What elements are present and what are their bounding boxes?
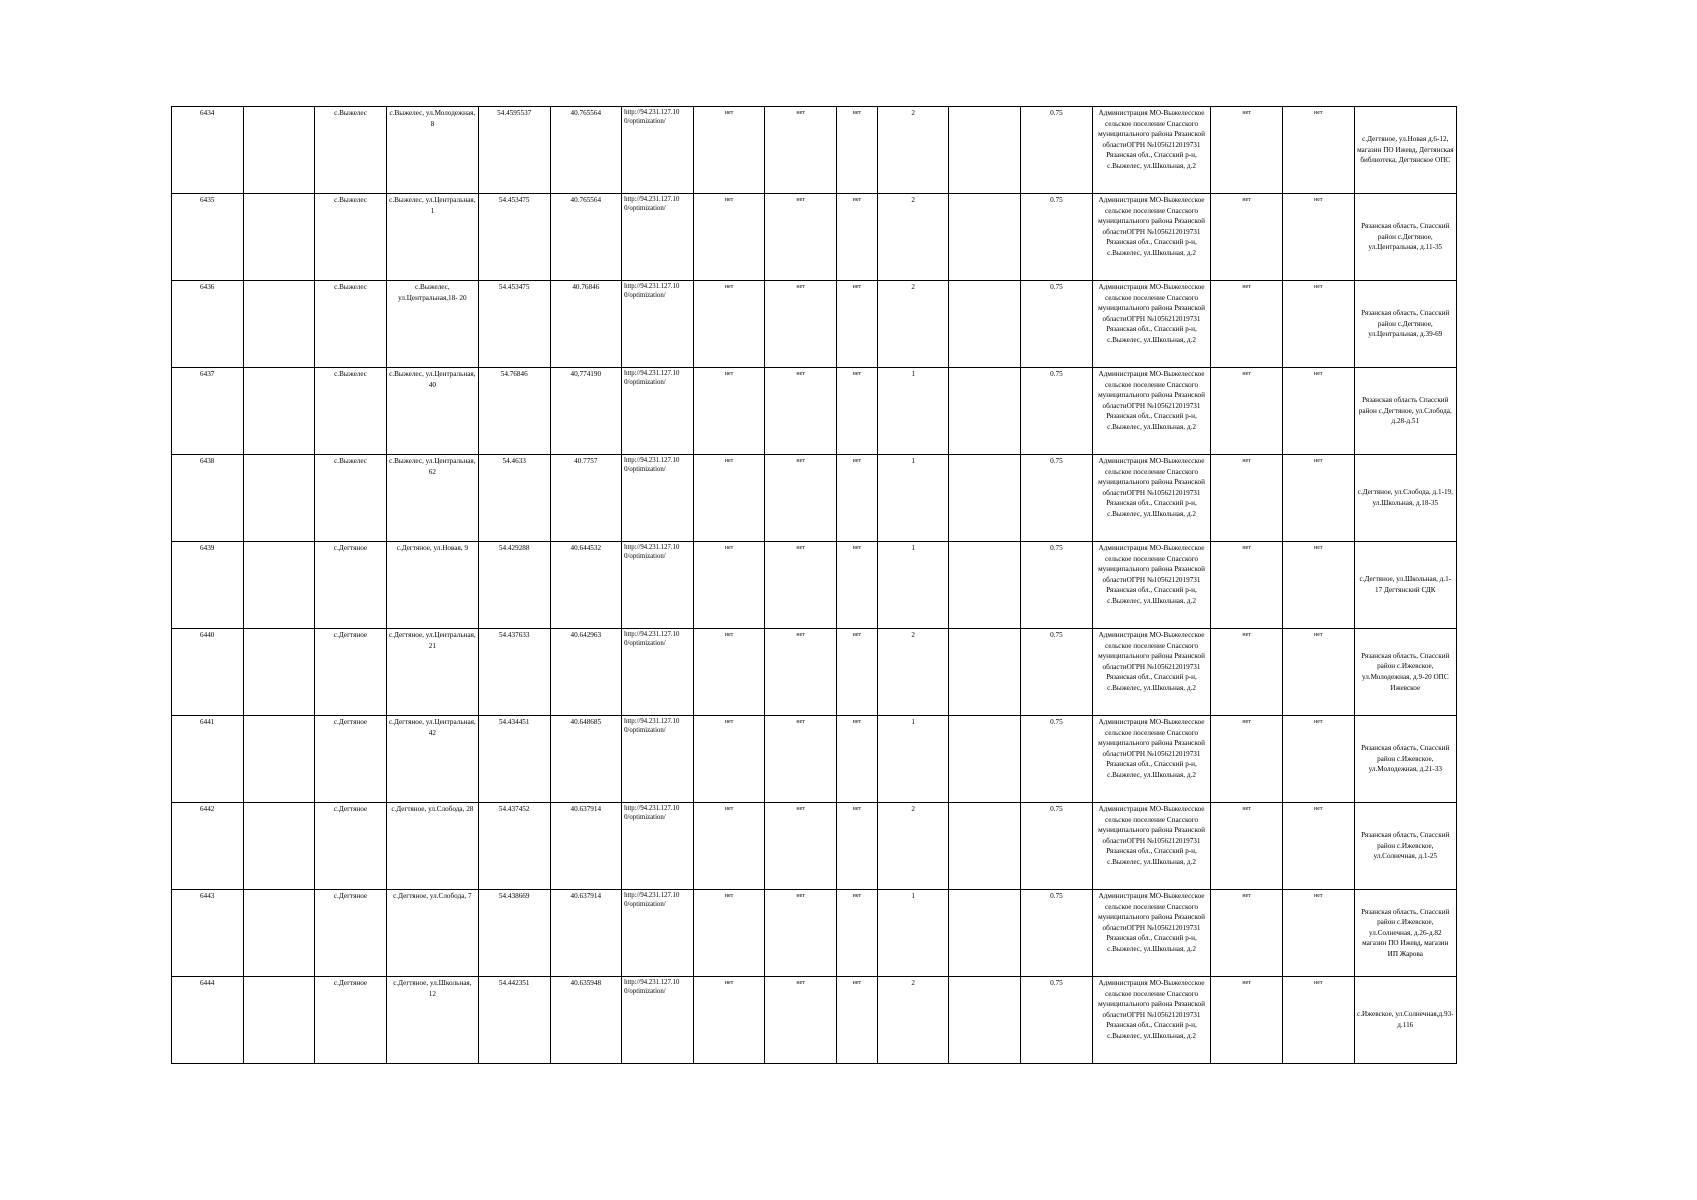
table-row	[172, 281, 1457, 368]
cell-blank-1	[243, 629, 315, 716]
cell-sources: Рязанская область Спасский район с.Дегтяное, ул.Слобода, д.28-д.51	[1354, 368, 1456, 455]
cell-volume: 0.75	[1021, 716, 1093, 803]
cell-flag-4: нет	[1211, 194, 1283, 281]
cell-blank-2	[949, 890, 1021, 977]
cell-settlement: с.Дегтяное	[315, 890, 387, 977]
cell-url: http://94.231.127.10 0/optimization/	[622, 716, 694, 803]
cell-blank-2	[949, 716, 1021, 803]
cell-volume: 0.75	[1021, 368, 1093, 455]
cell-count: 1	[877, 890, 949, 977]
cell-flag-3: нет	[836, 194, 877, 281]
cell-url: http://94.231.127.10 0/optimization/	[622, 281, 694, 368]
cell-address: с.Дегтяное, ул.Школьная, 12	[386, 977, 478, 1064]
cell-id: 6438	[172, 455, 244, 542]
data-table	[171, 106, 1457, 1064]
cell-blank-2	[949, 194, 1021, 281]
cell-flag-3: нет	[836, 281, 877, 368]
cell-flag-2: нет	[765, 629, 837, 716]
cell-address: с.Выжелес, ул.Центральная, 1	[386, 194, 478, 281]
cell-count: 2	[877, 194, 949, 281]
cell-volume: 0.75	[1021, 542, 1093, 629]
table-row	[172, 542, 1457, 629]
cell-flag-3: нет	[836, 542, 877, 629]
cell-flag-5: нет	[1282, 281, 1354, 368]
cell-blank-1	[243, 716, 315, 803]
cell-flag-3: нет	[836, 455, 877, 542]
cell-latitude: 54.437633	[478, 629, 550, 716]
cell-settlement: с.Дегтяное	[315, 803, 387, 890]
cell-id: 6440	[172, 629, 244, 716]
cell-count: 2	[877, 629, 949, 716]
table-row	[172, 803, 1457, 890]
cell-latitude: 54.4595537	[478, 107, 550, 194]
cell-longitude: 40.7757	[550, 455, 622, 542]
cell-count: 1	[877, 368, 949, 455]
cell-id: 6444	[172, 977, 244, 1064]
cell-flag-3: нет	[836, 803, 877, 890]
table-row	[172, 455, 1457, 542]
cell-owner: Администрация МО-Выжелесское сельское поселение Спасского муниципального района Рязанской областиОГРН №1056212019731 Рязанская обл., Спасский р-н, с.Выжелес, ул.Школьная, д.2	[1092, 803, 1211, 890]
cell-url: http://94.231.127.10 0/optimization/	[622, 977, 694, 1064]
cell-flag-2: нет	[765, 803, 837, 890]
cell-count: 2	[877, 803, 949, 890]
cell-url: http://94.231.127.10 0/optimization/	[622, 803, 694, 890]
cell-owner: Администрация МО-Выжелесское сельское поселение Спасского муниципального района Рязанской областиОГРН №1056212019731 Рязанская обл., Спасский р-н, с.Выжелес, ул.Школьная, д.2	[1092, 977, 1211, 1064]
cell-flag-5: нет	[1282, 977, 1354, 1064]
cell-blank-2	[949, 977, 1021, 1064]
cell-flag-4: нет	[1211, 542, 1283, 629]
cell-longitude: 40.644532	[550, 542, 622, 629]
cell-blank-2	[949, 455, 1021, 542]
cell-latitude: 54.438669	[478, 890, 550, 977]
cell-flag-5: нет	[1282, 107, 1354, 194]
cell-longitude: 40.635948	[550, 977, 622, 1064]
cell-count: 1	[877, 716, 949, 803]
cell-flag-5: нет	[1282, 803, 1354, 890]
cell-id: 6436	[172, 281, 244, 368]
cell-owner: Администрация МО-Выжелесское сельское поселение Спасского муниципального района Рязанской областиОГРН №1056212019731 Рязанская обл., Спасский р-н, с.Выжелес, ул.Школьная, д.2	[1092, 716, 1211, 803]
cell-blank-2	[949, 281, 1021, 368]
cell-volume: 0.75	[1021, 194, 1093, 281]
cell-url: http://94.231.127.10 0/optimization/	[622, 368, 694, 455]
cell-sources: Рязанская область, Спасский район с.Ижевское, ул.Солнечная, д.26-д.82 магазин ПО Ижевд, магазин ИП Жарова	[1354, 890, 1456, 977]
cell-latitude: 54.429288	[478, 542, 550, 629]
cell-flag-1: нет	[693, 281, 765, 368]
cell-address: с.Дегтяное, ул.Слобода, 28	[386, 803, 478, 890]
cell-flag-1: нет	[693, 977, 765, 1064]
table-row	[172, 716, 1457, 803]
cell-flag-1: нет	[693, 107, 765, 194]
cell-flag-2: нет	[765, 281, 837, 368]
cell-latitude: 54.434451	[478, 716, 550, 803]
cell-settlement: с.Выжелес	[315, 455, 387, 542]
cell-blank-1	[243, 194, 315, 281]
cell-address: с.Выжелес, ул.Центральная,18- 20	[386, 281, 478, 368]
cell-settlement: с.Выжелес	[315, 107, 387, 194]
cell-address: с.Выжелес, ул.Центральная, 40	[386, 368, 478, 455]
cell-owner: Администрация МО-Выжелесское сельское поселение Спасского муниципального района Рязанской областиОГРН №1056212019731 Рязанская обл., Спасский р-н, с.Выжелес, ул.Школьная, д.2	[1092, 281, 1211, 368]
cell-id: 6434	[172, 107, 244, 194]
cell-url: http://94.231.127.10 0/optimization/	[622, 890, 694, 977]
cell-blank-2	[949, 368, 1021, 455]
cell-longitude: 40.765564	[550, 194, 622, 281]
cell-id: 6443	[172, 890, 244, 977]
cell-sources: с.Дегтяное, ул.Школьная, д.1-17 Дегтянский СДК	[1354, 542, 1456, 629]
cell-flag-1: нет	[693, 542, 765, 629]
cell-blank-1	[243, 368, 315, 455]
cell-flag-4: нет	[1211, 803, 1283, 890]
table-body	[172, 107, 1457, 1064]
cell-id: 6437	[172, 368, 244, 455]
cell-flag-4: нет	[1211, 455, 1283, 542]
cell-volume: 0.75	[1021, 281, 1093, 368]
cell-flag-2: нет	[765, 977, 837, 1064]
table-row	[172, 368, 1457, 455]
table-row	[172, 977, 1457, 1064]
cell-owner: Администрация МО-Выжелесское сельское поселение Спасского муниципального района Рязанской областиОГРН №1056212019731 Рязанская обл., Спасский р-н, с.Выжелес, ул.Школьная, д.2	[1092, 455, 1211, 542]
cell-settlement: с.Дегтяное	[315, 716, 387, 803]
cell-blank-1	[243, 455, 315, 542]
cell-longitude: 40.637914	[550, 890, 622, 977]
cell-flag-1: нет	[693, 455, 765, 542]
cell-latitude: 54.442351	[478, 977, 550, 1064]
cell-url: http://94.231.127.10 0/optimization/	[622, 629, 694, 716]
cell-longitude: 40.648685	[550, 716, 622, 803]
cell-count: 2	[877, 977, 949, 1064]
cell-owner: Администрация МО-Выжелесское сельское поселение Спасского муниципального района Рязанской областиОГРН №1056212019731 Рязанская обл., Спасский р-н, с.Выжелес, ул.Школьная, д.2	[1092, 629, 1211, 716]
cell-latitude: 54.453475	[478, 281, 550, 368]
cell-flag-5: нет	[1282, 368, 1354, 455]
cell-flag-1: нет	[693, 716, 765, 803]
cell-flag-5: нет	[1282, 716, 1354, 803]
cell-longitude: 40.642963	[550, 629, 622, 716]
cell-sources: с.Дегтяное, ул.Слобода, д.1-19, ул.Школьная, д.18-35	[1354, 455, 1456, 542]
cell-flag-5: нет	[1282, 542, 1354, 629]
cell-blank-1	[243, 542, 315, 629]
cell-settlement: с.Дегтяное	[315, 977, 387, 1064]
cell-blank-2	[949, 542, 1021, 629]
cell-volume: 0.75	[1021, 803, 1093, 890]
table-row	[172, 194, 1457, 281]
cell-volume: 0.75	[1021, 107, 1093, 194]
cell-owner: Администрация МО-Выжелесское сельское поселение Спасского муниципального района Рязанской областиОГРН №1056212019731 Рязанская обл., Спасский р-н, с.Выжелес, ул.Школьная, д.2	[1092, 542, 1211, 629]
cell-address: с.Дегтяное, ул.Слобода, 7	[386, 890, 478, 977]
cell-latitude: 54.453475	[478, 194, 550, 281]
cell-blank-1	[243, 890, 315, 977]
cell-blank-2	[949, 803, 1021, 890]
cell-flag-4: нет	[1211, 368, 1283, 455]
cell-flag-2: нет	[765, 107, 837, 194]
cell-sources: Рязанская область, Спасский район с.Ижевское, ул.Солнечная, д.1-25	[1354, 803, 1456, 890]
cell-flag-3: нет	[836, 977, 877, 1064]
cell-url: http://94.231.127.10 0/optimization/	[622, 455, 694, 542]
cell-flag-2: нет	[765, 716, 837, 803]
cell-count: 1	[877, 542, 949, 629]
cell-count: 2	[877, 281, 949, 368]
cell-volume: 0.75	[1021, 890, 1093, 977]
cell-flag-5: нет	[1282, 629, 1354, 716]
cell-owner: Администрация МО-Выжелесское сельское поселение Спасского муниципального района Рязанской областиОГРН №1056212019731 Рязанская обл., Спасский р-н, с.Выжелес, ул.Школьная, д.2	[1092, 368, 1211, 455]
cell-latitude: 54.437452	[478, 803, 550, 890]
cell-address: с.Выжелес, ул.Молодежная, 8	[386, 107, 478, 194]
cell-count: 1	[877, 455, 949, 542]
cell-flag-4: нет	[1211, 716, 1283, 803]
cell-id: 6441	[172, 716, 244, 803]
cell-settlement: с.Дегтяное	[315, 542, 387, 629]
cell-settlement: с.Дегтяное	[315, 629, 387, 716]
cell-flag-4: нет	[1211, 281, 1283, 368]
cell-owner: Администрация МО-Выжелесское сельское поселение Спасского муниципального района Рязанской областиОГРН №1056212019731 Рязанская обл., Спасский р-н, с.Выжелес, ул.Школьная, д.2	[1092, 194, 1211, 281]
cell-flag-2: нет	[765, 890, 837, 977]
cell-volume: 0.75	[1021, 977, 1093, 1064]
cell-flag-2: нет	[765, 368, 837, 455]
cell-flag-3: нет	[836, 107, 877, 194]
table-row	[172, 107, 1457, 194]
cell-longitude: 40.637914	[550, 803, 622, 890]
cell-blank-1	[243, 803, 315, 890]
cell-flag-4: нет	[1211, 107, 1283, 194]
cell-volume: 0.75	[1021, 629, 1093, 716]
cell-address: с.Дегтяное, ул.Центральная, 42	[386, 716, 478, 803]
cell-sources: Рязанская область, Спасский район с.Дегтяное, ул.Центральная, д.11-35	[1354, 194, 1456, 281]
cell-url: http://94.231.127.10 0/optimization/	[622, 542, 694, 629]
cell-flag-1: нет	[693, 629, 765, 716]
cell-flag-4: нет	[1211, 977, 1283, 1064]
cell-blank-1	[243, 281, 315, 368]
cell-flag-4: нет	[1211, 629, 1283, 716]
table-row	[172, 890, 1457, 977]
cell-flag-1: нет	[693, 803, 765, 890]
cell-id: 6439	[172, 542, 244, 629]
cell-sources: Рязанская область, Спасский район с.Дегтяное, ул.Центральная, д.39-69	[1354, 281, 1456, 368]
cell-flag-5: нет	[1282, 194, 1354, 281]
cell-url: http://94.231.127.10 0/optimization/	[622, 194, 694, 281]
cell-url: http://94.231.127.10 0/optimization/	[622, 107, 694, 194]
cell-id: 6442	[172, 803, 244, 890]
cell-owner: Администрация МО-Выжелесское сельское поселение Спасского муниципального района Рязанской областиОГРН №1056212019731 Рязанская обл., Спасский р-н, с.Выжелес, ул.Школьная, д.2	[1092, 890, 1211, 977]
cell-sources: Рязанская область, Спасский район с.Ижевское, ул.Молодежная, д.9-20 ОПС Ижевское	[1354, 629, 1456, 716]
cell-flag-3: нет	[836, 716, 877, 803]
cell-longitude: 40,774190	[550, 368, 622, 455]
cell-flag-5: нет	[1282, 455, 1354, 542]
cell-latitude: 54.76846	[478, 368, 550, 455]
cell-flag-2: нет	[765, 455, 837, 542]
cell-settlement: с.Выжелес	[315, 281, 387, 368]
cell-flag-1: нет	[693, 194, 765, 281]
cell-flag-1: нет	[693, 890, 765, 977]
cell-sources: с.Дегтяное, ул.Новая д.6-12, магазин ПО Ижевд, Дегтянская библиотека, Дегтянское ОПС	[1354, 107, 1456, 194]
cell-latitude: 54.4633	[478, 455, 550, 542]
cell-flag-1: нет	[693, 368, 765, 455]
cell-flag-3: нет	[836, 629, 877, 716]
cell-blank-1	[243, 107, 315, 194]
cell-address: с.Дегтяное, ул.Центральная, 21	[386, 629, 478, 716]
cell-flag-3: нет	[836, 890, 877, 977]
cell-settlement: с.Выжелес	[315, 368, 387, 455]
cell-sources: с.Ижевское, ул.Солнечная,д.93-д.116	[1354, 977, 1456, 1064]
cell-flag-3: нет	[836, 368, 877, 455]
cell-flag-5: нет	[1282, 890, 1354, 977]
cell-blank-2	[949, 107, 1021, 194]
cell-longitude: 40.765564	[550, 107, 622, 194]
cell-flag-2: нет	[765, 194, 837, 281]
cell-sources: Рязанская область, Спасский район с.Ижевское, ул.Молодежная, д.21-33	[1354, 716, 1456, 803]
cell-address: с.Дегтяное, ул.Новая, 9	[386, 542, 478, 629]
cell-address: с.Выжелес, ул.Центральная, 62	[386, 455, 478, 542]
cell-owner: Администрация МО-Выжелесское сельское поселение Спасского муниципального района Рязанской областиОГРН №1056212019731 Рязанская обл., Спасский р-н, с.Выжелес, ул.Школьная, д.2	[1092, 107, 1211, 194]
cell-volume: 0.75	[1021, 455, 1093, 542]
cell-count: 2	[877, 107, 949, 194]
cell-id: 6435	[172, 194, 244, 281]
cell-blank-2	[949, 629, 1021, 716]
cell-longitude: 40.76846	[550, 281, 622, 368]
cell-flag-2: нет	[765, 542, 837, 629]
cell-flag-4: нет	[1211, 890, 1283, 977]
cell-settlement: с.Выжелес	[315, 194, 387, 281]
table-row	[172, 629, 1457, 716]
cell-blank-1	[243, 977, 315, 1064]
